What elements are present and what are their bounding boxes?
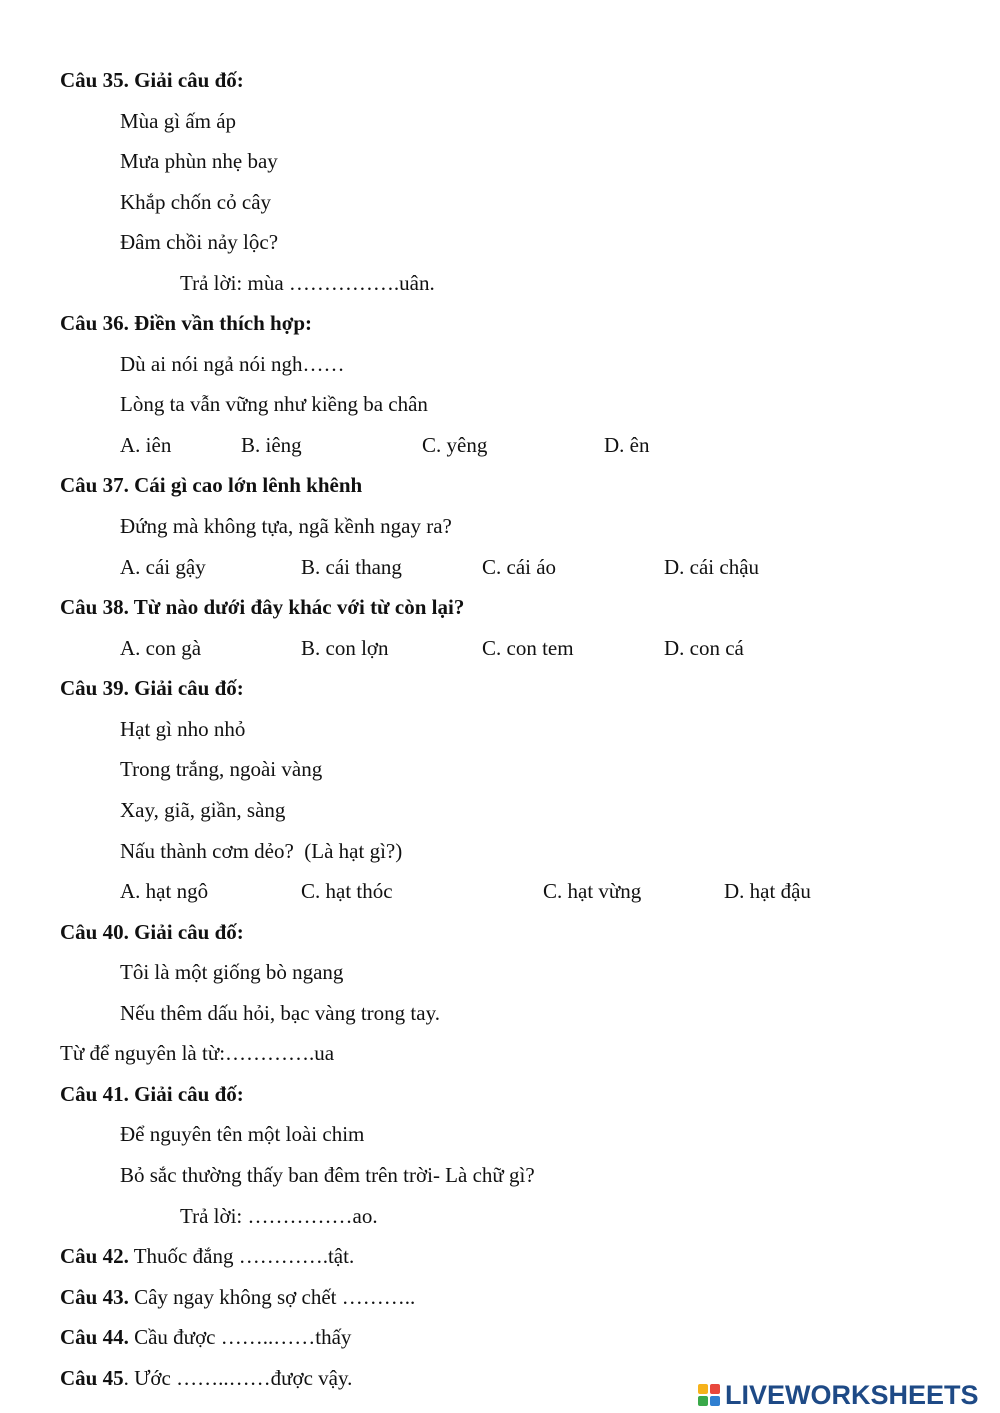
q44-text: Cầu được ……..……thấy — [128, 1325, 352, 1349]
q35-line-2: Mưa phùn nhẹ bay — [120, 149, 278, 173]
q45-text: . Ước ……..……được vậy. — [123, 1366, 353, 1390]
q41-line-2: Bỏ sắc thường thấy ban đêm trên trời- Là chữ gì? — [120, 1163, 535, 1187]
q45 — [60, 1365, 352, 1391]
q38-title: Câu 38. Từ nào dưới đây khác với từ còn lại? — [60, 595, 465, 619]
liveworksheets-logo — [698, 1380, 979, 1410]
q36-line-1: Dù ai nói ngả nói ngh…… — [120, 352, 345, 376]
q37-option-c: C. cái áo — [482, 555, 557, 579]
q35-line-3: Khắp chốn cỏ cây — [120, 190, 272, 214]
q39-option-d: D. hạt đậu — [724, 879, 811, 903]
q39-option-b: C. hạt thóc — [301, 879, 393, 903]
q38-option-d: D. con cá — [664, 636, 744, 660]
q36-title: Câu 36. Điền vần thích hợp: — [60, 311, 313, 335]
q39-line-2: Trong trắng, ngoài vàng — [120, 757, 323, 781]
q39-title: Câu 39. Giải câu đố: — [60, 676, 244, 700]
q37-line-1: Đứng mà không tựa, ngã kềnh ngay ra? — [120, 514, 452, 538]
q43-label: Câu 43. — [60, 1285, 129, 1309]
q35-answer: Trả lời: mùa …………….uân. — [180, 271, 435, 295]
logo-square-3 — [698, 1396, 708, 1406]
q39-line-1: Hạt gì nho nhỏ — [120, 717, 246, 741]
q40-line-1: Tôi là một giống bò ngang — [120, 960, 344, 984]
q39-line-3: Xay, giã, giần, sàng — [120, 798, 286, 822]
q43-text: Cây ngay không sợ chết ……….. — [128, 1285, 416, 1309]
q42 — [60, 1243, 354, 1269]
liveworksheets-logo-text: LIVEWORKSHEETS — [725, 1379, 979, 1410]
q35-title: Câu 35. Giải câu đố: — [60, 68, 244, 92]
q37-option-d: D. cái chậu — [664, 555, 760, 579]
q43 — [60, 1284, 415, 1310]
q37-option-b: B. cái thang — [301, 555, 402, 579]
q45-label: Câu 45 — [60, 1366, 124, 1390]
q36-option-d: D. ên — [604, 433, 650, 457]
q40-answer: Từ để nguyên là từ:………….ua — [60, 1041, 335, 1065]
q41-line-1: Để nguyên tên một loài chim — [120, 1122, 365, 1146]
q35-line-4: Đâm chồi nảy lộc? — [120, 230, 279, 254]
q35-line-1: Mùa gì ấm áp — [120, 109, 237, 133]
q39-option-a: A. hạt ngô — [120, 879, 209, 903]
q44 — [60, 1324, 351, 1350]
q37-option-a: A. cái gậy — [120, 555, 206, 579]
liveworksheets-logo-icon — [698, 1384, 720, 1406]
q44-label: Câu 44. — [60, 1325, 129, 1349]
q38-option-a: A. con gà — [120, 636, 202, 660]
q36-option-a: A. iên — [120, 433, 172, 457]
logo-square-2 — [710, 1384, 720, 1394]
q37-title: Câu 37. Cái gì cao lớn lênh khênh — [60, 473, 363, 497]
q39-line-4: Nấu thành cơm dẻo? (Là hạt gì?) — [120, 839, 403, 863]
q39-option-c: C. hạt vừng — [543, 879, 642, 903]
q36-line-2: Lòng ta vẫn vững như kiềng ba chân — [120, 392, 428, 416]
q42-label: Câu 42. — [60, 1244, 129, 1268]
q42-text: Thuốc đắng ………….tật. — [128, 1244, 355, 1268]
q36-option-c: C. yêng — [422, 433, 488, 457]
q38-option-c: C. con tem — [482, 636, 574, 660]
logo-square-1 — [698, 1384, 708, 1394]
q41-answer: Trả lời: ……………ao. — [180, 1204, 378, 1228]
q41-title: Câu 41. Giải câu đố: — [60, 1082, 244, 1106]
q40-line-2: Nếu thêm dấu hỏi, bạc vàng trong tay. — [120, 1001, 440, 1025]
q40-title: Câu 40. Giải câu đố: — [60, 920, 244, 944]
q36-option-b: B. iêng — [241, 433, 302, 457]
q38-option-b: B. con lợn — [301, 636, 389, 660]
logo-square-4 — [710, 1396, 720, 1406]
